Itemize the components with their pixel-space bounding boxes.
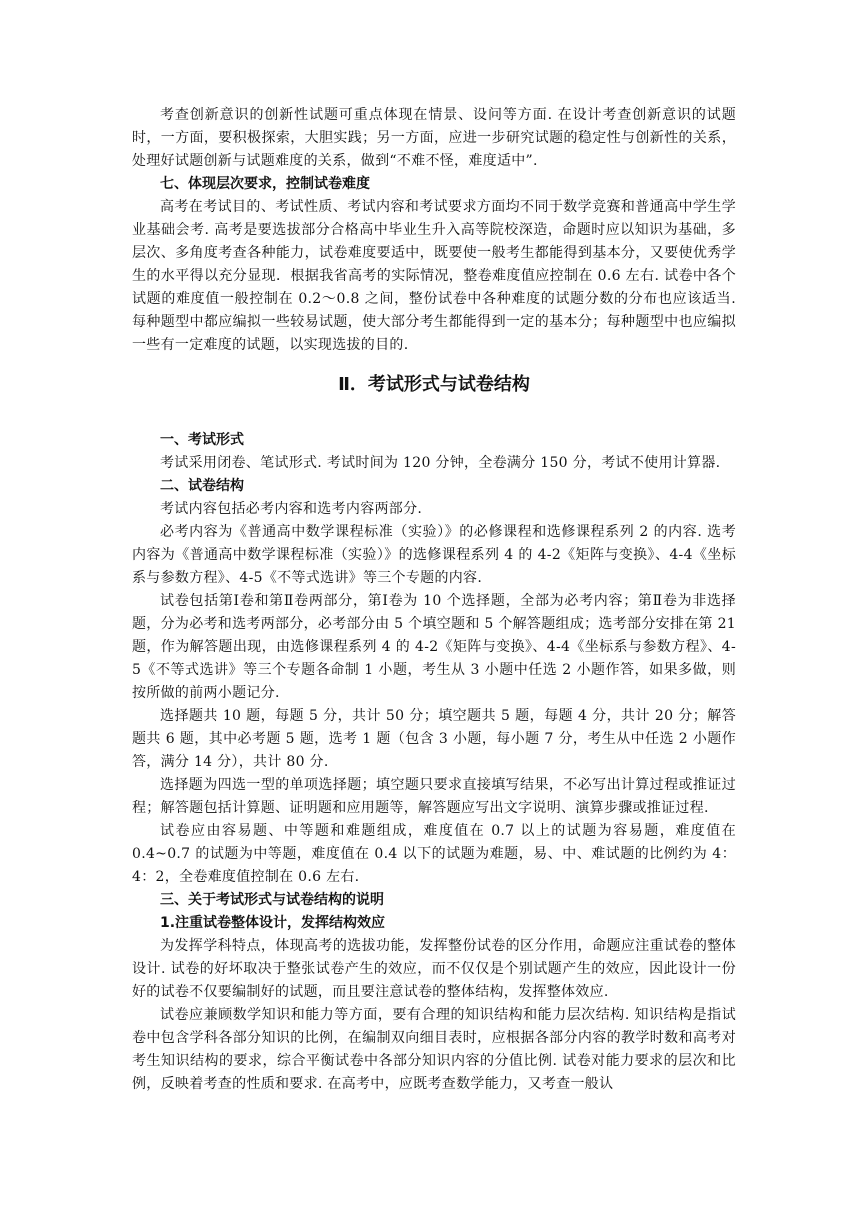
paragraph-required-content: 必考内容为《普通高中数学课程标准（实验）》的必修课程和选修课程系列 2 的内容. 选考内容为《普通高中数学课程标准（实验）》的选修课程系列 4 的 4-2《矩阵与变换》、4-4《坐标系与参数方程》、4-5《不等式选讲》等三个专题的内容.	[132, 524, 736, 586]
document-page	[132, 104, 736, 1096]
heading-exam-form: 一、考试形式	[160, 432, 244, 448]
paragraph-difficulty: 高考在考试目的、考试性质、考试内容和考试要求方面均不同于数学竞赛和普通高中学生学业基础会考. 高考是要选拔部分合格高中毕业生升入高等院校深造，命题时应以知识为基础，多层次、多角度考查各种能力，试卷难度要适中，既要使一般考生都能得到基本分，又要使优秀学生的水平得以充分显现．根据我省高考的实际情况，整卷难度值应控制在 0.6 左右. 试卷中各个试题的难度值一般控制在 0.2～0.8 之间，整份试卷中各种难度的试题分数的分布也应该适当. 每种题型中都应编拟一些较易试题，使大部分考生都能得到一定的基本分；每种题型中也应编拟一些有一定难度的试题，以实现选拔的目的.	[132, 199, 736, 353]
paragraph-overall-design: 为发挥学科特点，体现高考的选拔功能，发挥整份试卷的区分作用，命题应注重试卷的整体设计. 试卷的好坏取决于整张试卷产生的效应，而不仅仅是个别试题产生的效应，因此设计一份好的试卷不仅要编制好的试题，而且要注意试卷的整体结构，发挥整体效应.	[132, 938, 736, 1000]
paragraph-exam-form: 考试采用闭卷、笔试形式. 考试时间为 120 分钟，全卷满分 150 分，考试不使用计算器.	[160, 455, 721, 471]
heading-section-7: 七、体现层次要求，控制试卷难度	[160, 176, 370, 192]
heading-overall-design: 1.注重试卷整体设计，发挥结构效应	[160, 915, 386, 931]
heading-notes: 三、关于考试形式与试卷结构的说明	[160, 892, 384, 908]
heading-paper-structure: 二、试卷结构	[160, 478, 244, 494]
paragraph-paper-volumes: 试卷包括第Ⅰ卷和第Ⅱ卷两部分，第Ⅰ卷为 10 个选择题，全部为必考内容；第Ⅱ卷为非选择题，分为必考和选考两部分，必考部分由 5 个填空题和 5 个解答题组成；选考部分安排在第 21 题，作为解答题出现，由选修课程系列 4 的 4-2《矩阵与变换》、4-4《坐标系与参数方程》、4-5《不等式选讲》等三个专题各命制 1 小题，考生从 3 小题中任选 2 小题作答，如果多做，则按所做的前两小题记分.	[132, 593, 736, 701]
paragraph-question-types: 选择题为四选一型的单项选择题；填空题只要求直接填写结果，不必写出计算过程或推证过程；解答题包括计算题、证明题和应用题等，解答题应写出文字说明、演算步骤或推证过程.	[132, 777, 736, 816]
paragraph-difficulty-ratio: 试卷应由容易题、中等题和难题组成，难度值在 0.7 以上的试题为容易题，难度值在 0.4~0.7 的试题为中等题，难度值在 0.4 以下的试题为难题，易、中、难试题的比例约为 4：4：2，全卷难度值控制在 0.6 左右.	[132, 823, 736, 885]
paragraph-content-parts: 考试内容包括必考内容和选考内容两部分.	[160, 501, 423, 517]
paragraph-knowledge-structure: 试卷应兼顾数学知识和能力等方面，要有合理的知识结构和能力层次结构. 知识结构是指试卷中包含学科各部分知识的比例，在编制双向细目表时，应根据各部分内容的教学时数和高考对考生知识结构的要求，综合平衡试卷中各部分知识内容的分值比例. 试卷对能力要求的层次和比例，反映着考查的性质和要求. 在高考中，应既考查数学能力，又考查一般认	[132, 1007, 736, 1092]
paragraph-innovation: 考查创新意识的创新性试题可重点体现在情景、设问等方面. 在设计考查创新意识的试题时，一方面，要积极探索，大胆实践；另一方面，应进一步研究试题的稳定性与创新性的关系，处理好试题创新与试题难度的关系，做到“不难不怪，难度适中”.	[132, 107, 736, 169]
paragraph-question-scores: 选择题共 10 题，每题 5 分，共计 50 分；填空题共 5 题，每题 4 分，共计 20 分；解答题共 6 题，其中必考题 5 题，选考 1 题（包含 3 小题，每小题 7 分，考生从中任选 2 小题作答，满分 14 分），共计 80 分.	[132, 708, 736, 770]
section-title: Ⅱ．考试形式与试卷结构	[338, 374, 530, 395]
